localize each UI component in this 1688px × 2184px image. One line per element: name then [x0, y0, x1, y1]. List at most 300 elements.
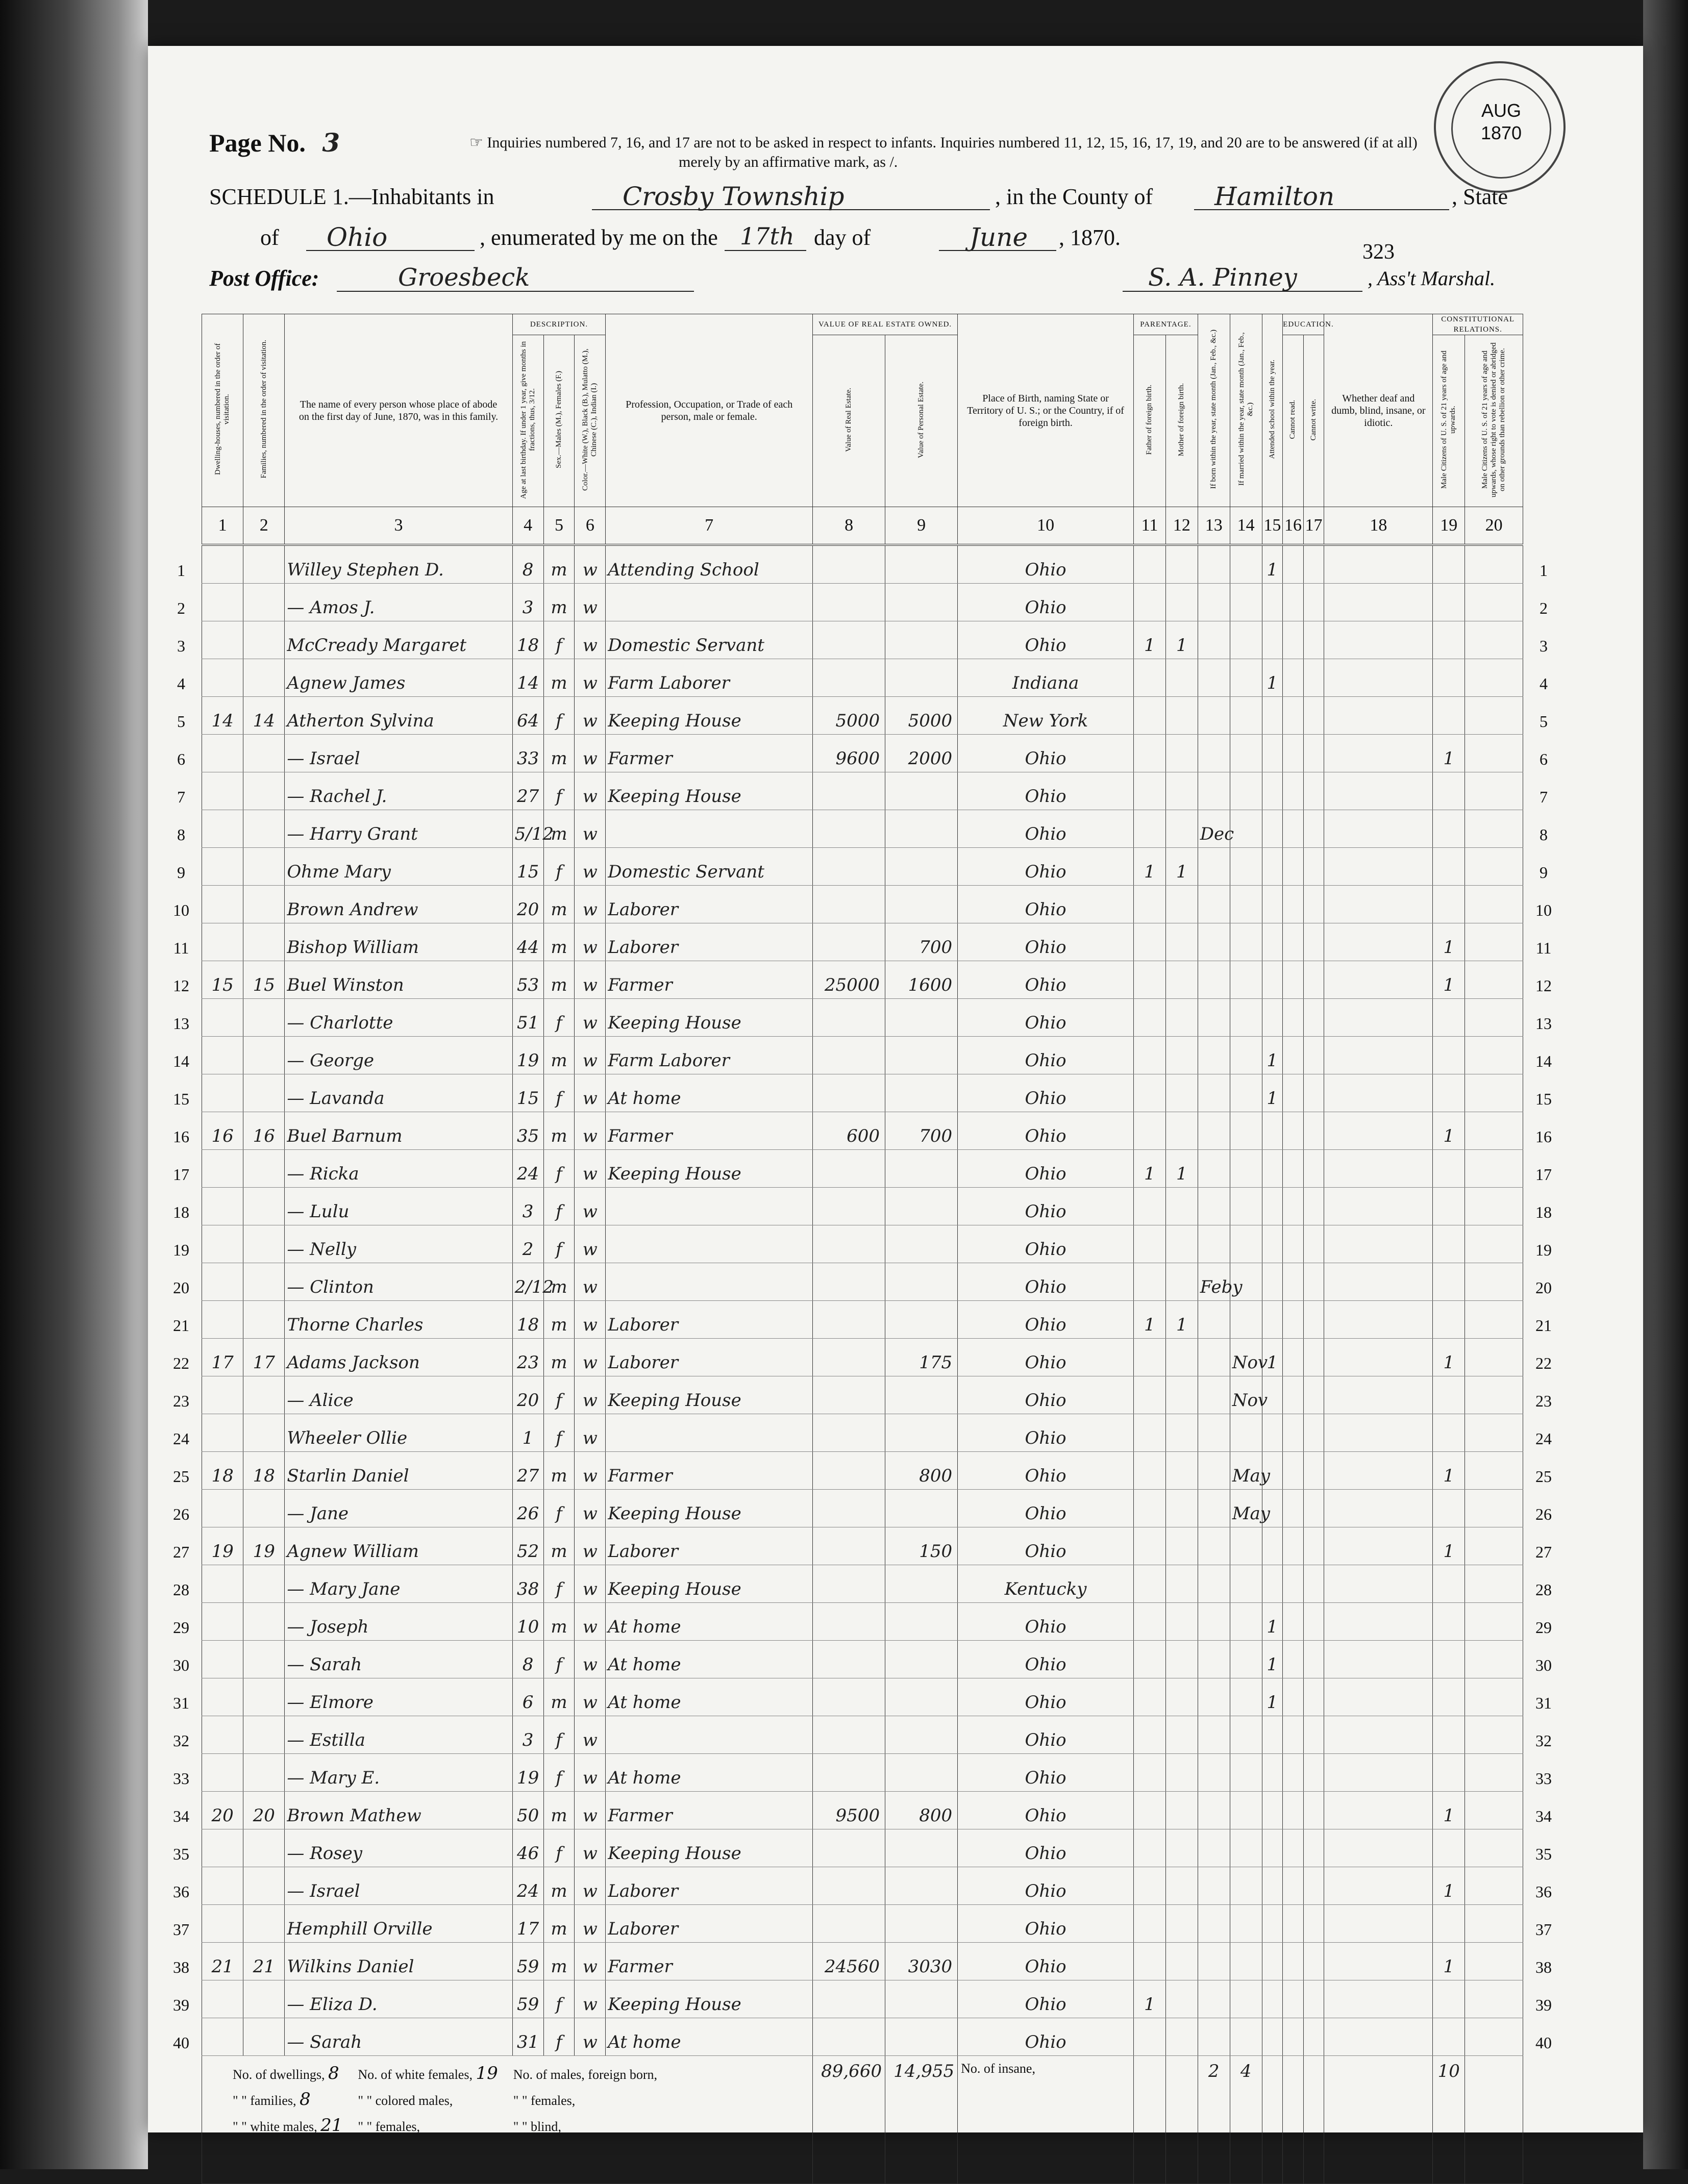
pointing-hand-icon: ☞: [469, 134, 483, 151]
personal-estate-cell: [885, 1376, 958, 1414]
family-number: [243, 1074, 285, 1112]
sex-cell: f: [543, 2018, 575, 2056]
cannot-read-cell: [1283, 2018, 1304, 2056]
person-name: — Charlotte: [285, 999, 512, 1037]
family-number: 19: [243, 1527, 285, 1565]
dwelling-number: 15: [202, 961, 243, 999]
age-cell: 18: [512, 621, 543, 659]
father-foreign-cell: [1134, 735, 1166, 772]
occupation-cell: [606, 1188, 813, 1225]
line-number: 33: [173, 1769, 189, 1788]
cannot-read-cell: [1283, 1527, 1304, 1565]
column-number: 8: [813, 507, 885, 545]
county-label: , in the County of: [995, 184, 1153, 209]
real-estate-cell: [813, 1414, 885, 1452]
personal-estate-cell: [885, 999, 958, 1037]
color-cell: w: [575, 923, 606, 961]
cannot-read-cell: [1283, 697, 1304, 735]
real-estate-cell: [813, 1905, 885, 1943]
deaf-blind-cell: [1324, 1867, 1433, 1905]
married-month-cell: [1230, 1074, 1262, 1112]
occupation-cell: At home: [606, 2018, 813, 2056]
deaf-blind-cell: [1324, 1339, 1433, 1376]
citizen-cell: [1433, 697, 1465, 735]
age-cell: 19: [512, 1754, 543, 1792]
sex-cell: f: [543, 1641, 575, 1678]
sex-cell: m: [543, 659, 575, 697]
real-estate-cell: [813, 1339, 885, 1376]
dwelling-number: 18: [202, 1452, 243, 1490]
sex-cell: f: [543, 1150, 575, 1188]
cannot-read-cell: [1283, 999, 1304, 1037]
person-name: McCready Margaret: [285, 621, 512, 659]
citizen-cell: [1433, 2018, 1465, 2056]
color-cell: w: [575, 1037, 606, 1074]
real-estate-cell: [813, 1490, 885, 1527]
birthplace-cell: Ohio: [958, 961, 1134, 999]
line-number: 19: [173, 1240, 189, 1259]
cannot-write-cell: [1303, 1943, 1324, 1980]
vote-denied-cell: [1465, 810, 1523, 848]
family-number: [243, 1225, 285, 1263]
father-foreign-cell: 1: [1134, 848, 1166, 886]
born-month-cell: [1198, 1452, 1230, 1490]
color-cell: w: [575, 1603, 606, 1641]
sex-cell: m: [543, 1603, 575, 1641]
vote-denied-cell: [1465, 1339, 1523, 1376]
mother-foreign-cell: [1165, 1263, 1198, 1301]
dwelling-number: 21: [202, 1943, 243, 1980]
dwelling-number: [202, 1225, 243, 1263]
personal-estate-cell: [885, 1263, 958, 1301]
dwelling-number: [202, 659, 243, 697]
age-cell: 19: [512, 1037, 543, 1074]
deaf-blind-cell: [1324, 1452, 1433, 1490]
dwelling-number: [202, 1829, 243, 1867]
color-cell: w: [575, 1565, 606, 1603]
personal-estate-cell: 700: [885, 1112, 958, 1150]
mother-foreign-cell: [1165, 659, 1198, 697]
age-cell: 20: [512, 886, 543, 923]
citizen-cell: [1433, 1225, 1465, 1263]
cannot-read-cell: [1283, 1376, 1304, 1414]
line-number: 10: [173, 900, 189, 919]
vote-denied-cell: [1465, 1490, 1523, 1527]
school-cell: [1262, 1943, 1283, 1980]
citizen-cell: [1433, 1188, 1465, 1225]
citizen-cell: 1: [1433, 961, 1465, 999]
cannot-write-cell: [1303, 923, 1324, 961]
table-row: [202, 1452, 1523, 1490]
father-foreign-cell: [1134, 1792, 1166, 1829]
line-number: 14: [173, 1051, 189, 1070]
occupation-cell: Farm Laborer: [606, 659, 813, 697]
vote-denied-cell: [1465, 1527, 1523, 1565]
column-number: 19: [1433, 507, 1465, 545]
mother-foreign-cell: 1: [1165, 1150, 1198, 1188]
dwelling-number: [202, 1641, 243, 1678]
citizen-cell: [1433, 886, 1465, 923]
birthplace-cell: Ohio: [958, 1074, 1134, 1112]
real-estate-cell: [813, 1527, 885, 1565]
sex-cell: f: [543, 1754, 575, 1792]
deaf-blind-cell: [1324, 1490, 1433, 1527]
col-birthplace-header: Place of Birth, naming State or Territory of U. S.; or the Country, if of foreign birth.: [958, 314, 1134, 507]
dwelling-number: [202, 1037, 243, 1074]
cannot-write-cell: [1303, 659, 1324, 697]
table-row: [202, 1527, 1523, 1565]
county-line: [1194, 209, 1449, 210]
cannot-write-cell: [1303, 886, 1324, 923]
family-number: [243, 923, 285, 961]
sex-cell: f: [543, 999, 575, 1037]
personal-estate-cell: [885, 1037, 958, 1074]
family-number: [243, 584, 285, 621]
married-month-cell: [1230, 886, 1262, 923]
real-estate-cell: [813, 1225, 885, 1263]
line-number: 9: [1540, 863, 1548, 882]
cannot-write-cell: [1303, 1301, 1324, 1339]
line-number: 40: [1535, 2033, 1552, 2052]
cannot-read-cell: [1283, 886, 1304, 923]
line-number: 37: [1535, 1920, 1552, 1939]
line-number: 4: [177, 674, 185, 693]
personal-estate-cell: [885, 1565, 958, 1603]
married-month-cell: [1230, 621, 1262, 659]
mother-foreign-cell: [1165, 1678, 1198, 1716]
father-foreign-cell: [1134, 1905, 1166, 1943]
vote-denied-cell: [1465, 1301, 1523, 1339]
day-of-label: day of: [814, 225, 871, 250]
line-number: 33: [1535, 1769, 1552, 1788]
father-foreign-cell: [1134, 1414, 1166, 1452]
line-number: 3: [1540, 636, 1548, 655]
mother-foreign-cell: [1165, 810, 1198, 848]
color-cell: w: [575, 961, 606, 999]
deaf-blind-cell: [1324, 735, 1433, 772]
occupation-cell: Attending School: [606, 545, 813, 584]
color-cell: w: [575, 886, 606, 923]
school-cell: [1262, 621, 1283, 659]
cannot-read-cell: [1283, 1829, 1304, 1867]
vote-denied-cell: [1465, 772, 1523, 810]
summary-row: [202, 2056, 1523, 2184]
birthplace-cell: New York: [958, 697, 1134, 735]
mother-foreign-cell: [1165, 1716, 1198, 1754]
sex-cell: f: [543, 1565, 575, 1603]
born-month-cell: [1198, 772, 1230, 810]
dwelling-number: [202, 1301, 243, 1339]
state-value: Ohio: [327, 222, 388, 252]
person-name: — Ricka: [285, 1150, 512, 1188]
color-cell: w: [575, 735, 606, 772]
vote-denied-cell: [1465, 1225, 1523, 1263]
cannot-write-cell: [1303, 697, 1324, 735]
column-number-row: [202, 507, 1523, 545]
family-number: [243, 1301, 285, 1339]
cannot-read-cell: [1283, 1603, 1304, 1641]
real-estate-cell: [813, 545, 885, 584]
age-cell: 8: [512, 545, 543, 584]
citizen-cell: [1433, 1565, 1465, 1603]
father-foreign-cell: [1134, 810, 1166, 848]
citizen-cell: [1433, 1754, 1465, 1792]
birthplace-cell: Ohio: [958, 1829, 1134, 1867]
dwelling-number: 14: [202, 697, 243, 735]
deaf-blind-cell: [1324, 1829, 1433, 1867]
married-month-cell: [1230, 1603, 1262, 1641]
color-cell: w: [575, 1678, 606, 1716]
deaf-blind-cell: [1324, 923, 1433, 961]
cannot-read-cell: [1283, 1754, 1304, 1792]
age-cell: 44: [512, 923, 543, 961]
color-cell: w: [575, 1943, 606, 1980]
vote-denied-cell: [1465, 1641, 1523, 1678]
col-cannot-read-header: Cannot read.: [1283, 335, 1304, 507]
age-cell: 24: [512, 1150, 543, 1188]
line-number: 26: [1535, 1504, 1552, 1523]
column-number: 1: [202, 507, 243, 545]
line-number: 12: [1535, 976, 1552, 995]
father-foreign-cell: [1134, 659, 1166, 697]
birthplace-cell: Ohio: [958, 1867, 1134, 1905]
month-line: [939, 250, 1056, 251]
vote-denied-cell: [1465, 1376, 1523, 1414]
color-cell: w: [575, 1829, 606, 1867]
cannot-read-cell: [1283, 1792, 1304, 1829]
age-cell: 2/12: [512, 1263, 543, 1301]
color-cell: w: [575, 999, 606, 1037]
married-month-cell: [1230, 1980, 1262, 2018]
line-number: 30: [173, 1655, 189, 1674]
school-cell: [1262, 923, 1283, 961]
vote-denied-cell: [1465, 886, 1523, 923]
personal-estate-cell: [885, 1301, 958, 1339]
line-number: 6: [1540, 749, 1548, 768]
real-estate-cell: [813, 772, 885, 810]
age-cell: 23: [512, 1339, 543, 1376]
deaf-blind-cell: [1324, 1527, 1433, 1565]
school-cell: [1262, 697, 1283, 735]
age-cell: 38: [512, 1565, 543, 1603]
post-office-value: Groesbeck: [398, 263, 530, 292]
father-foreign-cell: [1134, 1565, 1166, 1603]
occupation-cell: [606, 584, 813, 621]
married-month-cell: [1230, 772, 1262, 810]
color-cell: w: [575, 1263, 606, 1301]
column-number: 5: [543, 507, 575, 545]
school-cell: [1262, 1301, 1283, 1339]
cannot-read-cell: [1283, 1678, 1304, 1716]
born-month-cell: [1198, 1867, 1230, 1905]
dwelling-number: [202, 1074, 243, 1112]
column-number: 17: [1303, 507, 1324, 545]
cannot-write-cell: [1303, 1414, 1324, 1452]
column-number: 3: [285, 507, 512, 545]
deaf-blind-cell: [1324, 1641, 1433, 1678]
cannot-read-cell: [1283, 1980, 1304, 2018]
personal-estate-cell: [885, 772, 958, 810]
born-month-cell: [1198, 1792, 1230, 1829]
family-number: [243, 848, 285, 886]
line-number: 32: [1535, 1731, 1552, 1750]
line-number: 20: [1535, 1278, 1552, 1297]
school-cell: [1262, 735, 1283, 772]
occupation-cell: [606, 810, 813, 848]
cannot-read-cell: [1283, 1037, 1304, 1074]
birthplace-cell: Ohio: [958, 584, 1134, 621]
sex-cell: m: [543, 1452, 575, 1490]
family-number: [243, 1867, 285, 1905]
summary-counts: No. of dwellings, 8 " " families, 8 " " white males, 21 No. of white females, 19 " " colored males, " " females, No. of males, foreign born, " " females, " " blind,: [202, 2056, 813, 2184]
mother-foreign-cell: [1165, 584, 1198, 621]
cannot-write-cell: [1303, 1641, 1324, 1678]
sex-cell: f: [543, 1376, 575, 1414]
line-number: 5: [1540, 712, 1548, 731]
personal-estate-cell: [885, 1188, 958, 1225]
person-name: Atherton Sylvina: [285, 697, 512, 735]
cannot-write-cell: [1303, 1188, 1324, 1225]
line-number: 13: [173, 1014, 189, 1033]
person-name: — Eliza D.: [285, 1980, 512, 2018]
deaf-blind-cell: [1324, 1414, 1433, 1452]
person-name: — Rachel J.: [285, 772, 512, 810]
deaf-blind-cell: [1324, 1263, 1433, 1301]
deaf-blind-cell: [1324, 1037, 1433, 1074]
cannot-read-cell: [1283, 545, 1304, 584]
cannot-read-cell: [1283, 1112, 1304, 1150]
real-estate-cell: [813, 1565, 885, 1603]
column-number: 18: [1324, 507, 1433, 545]
mother-foreign-cell: [1165, 1943, 1198, 1980]
personal-estate-cell: [885, 886, 958, 923]
real-estate-cell: 9600: [813, 735, 885, 772]
married-month-cell: [1230, 1792, 1262, 1829]
born-month-cell: [1198, 1414, 1230, 1452]
table-row: [202, 1414, 1523, 1452]
cannot-read-cell: [1283, 1225, 1304, 1263]
personal-estate-cell: [885, 1225, 958, 1263]
person-name: — Israel: [285, 735, 512, 772]
table-row: [202, 1716, 1523, 1754]
school-cell: [1262, 999, 1283, 1037]
col-deaf-blind-header: Whether deaf and dumb, blind, insane, or idiotic.: [1324, 314, 1433, 507]
age-cell: 17: [512, 1905, 543, 1943]
personal-estate-cell: 700: [885, 923, 958, 961]
citizen-cell: 1: [1433, 1527, 1465, 1565]
color-cell: w: [575, 1188, 606, 1225]
birthplace-cell: Ohio: [958, 772, 1134, 810]
person-name: Agnew William: [285, 1527, 512, 1565]
age-cell: 53: [512, 961, 543, 999]
cannot-read-cell: [1283, 1641, 1304, 1678]
table-row: [202, 923, 1523, 961]
mother-foreign-cell: [1165, 999, 1198, 1037]
school-cell: 1: [1262, 1603, 1283, 1641]
deaf-blind-cell: [1324, 1603, 1433, 1641]
married-month-cell: [1230, 584, 1262, 621]
col-age-header: Age at last birthday. If under 1 year, give months in fractions, thus, 3/12.: [512, 335, 543, 507]
line-number: 22: [173, 1353, 189, 1372]
scan-binding-edge: [0, 0, 148, 2169]
column-number: 6: [575, 507, 606, 545]
person-name: — Jane: [285, 1490, 512, 1527]
father-foreign-cell: [1134, 1074, 1166, 1112]
married-month-cell: [1230, 735, 1262, 772]
col-citizens-header: Male Citizens of U. S. of 21 years of age and upwards.: [1433, 335, 1465, 507]
sheet-number: 323: [1362, 240, 1395, 264]
line-number: 20: [173, 1278, 189, 1297]
census-table: [202, 314, 1523, 2184]
census-rows: [202, 545, 1523, 2056]
mother-foreign-cell: [1165, 923, 1198, 961]
married-month-cell: Nov: [1230, 1376, 1262, 1414]
line-number: 7: [177, 787, 185, 806]
school-cell: [1262, 2018, 1283, 2056]
dwelling-number: [202, 1376, 243, 1414]
table-row: [202, 772, 1523, 810]
occupation-cell: Domestic Servant: [606, 621, 813, 659]
school-cell: [1262, 1565, 1283, 1603]
mother-foreign-cell: [1165, 1112, 1198, 1150]
person-name: — Harry Grant: [285, 810, 512, 848]
table-row: [202, 1339, 1523, 1376]
school-cell: 1: [1262, 1678, 1283, 1716]
occupation-cell: Laborer: [606, 1905, 813, 1943]
person-name: — George: [285, 1037, 512, 1074]
vote-denied-cell: [1465, 621, 1523, 659]
personal-estate-cell: 2000: [885, 735, 958, 772]
married-month-cell: [1230, 2018, 1262, 2056]
father-foreign-cell: [1134, 1527, 1166, 1565]
cannot-write-cell: [1303, 1603, 1324, 1641]
married-month-cell: [1230, 1565, 1262, 1603]
age-cell: 15: [512, 1074, 543, 1112]
deaf-blind-cell: [1324, 1678, 1433, 1716]
cannot-write-cell: [1303, 1490, 1324, 1527]
day-value: 17th: [740, 222, 795, 250]
constitutional-group-header: CONSTITUTIONAL RELATIONS.: [1433, 314, 1523, 335]
vote-denied-cell: [1465, 1943, 1523, 1980]
marshal-signature: S. A. Pinney: [1148, 263, 1297, 292]
deaf-blind-cell: [1324, 2018, 1433, 2056]
table-row: [202, 810, 1523, 848]
born-month-cell: [1198, 735, 1230, 772]
person-name: — Lulu: [285, 1188, 512, 1225]
line-number: 6: [177, 749, 185, 768]
occupation-cell: Keeping House: [606, 772, 813, 810]
color-cell: w: [575, 810, 606, 848]
age-cell: 3: [512, 1716, 543, 1754]
deaf-blind-cell: [1324, 1112, 1433, 1150]
cannot-write-cell: [1303, 1980, 1324, 2018]
cannot-write-cell: [1303, 1792, 1324, 1829]
column-number: 4: [512, 507, 543, 545]
table-row: [202, 1980, 1523, 2018]
school-cell: [1262, 810, 1283, 848]
dwelling-number: [202, 923, 243, 961]
line-number: 36: [173, 1882, 189, 1901]
cannot-write-cell: [1303, 1263, 1324, 1301]
occupation-cell: [606, 1716, 813, 1754]
married-month-cell: [1230, 1414, 1262, 1452]
school-cell: [1262, 1188, 1283, 1225]
line-number: 11: [1535, 938, 1552, 957]
col-occupation-header: Profession, Occupation, or Trade of each person, male or female.: [606, 314, 813, 507]
of-label: of: [260, 225, 279, 250]
birthplace-cell: Ohio: [958, 1754, 1134, 1792]
mother-foreign-cell: [1165, 2018, 1198, 2056]
